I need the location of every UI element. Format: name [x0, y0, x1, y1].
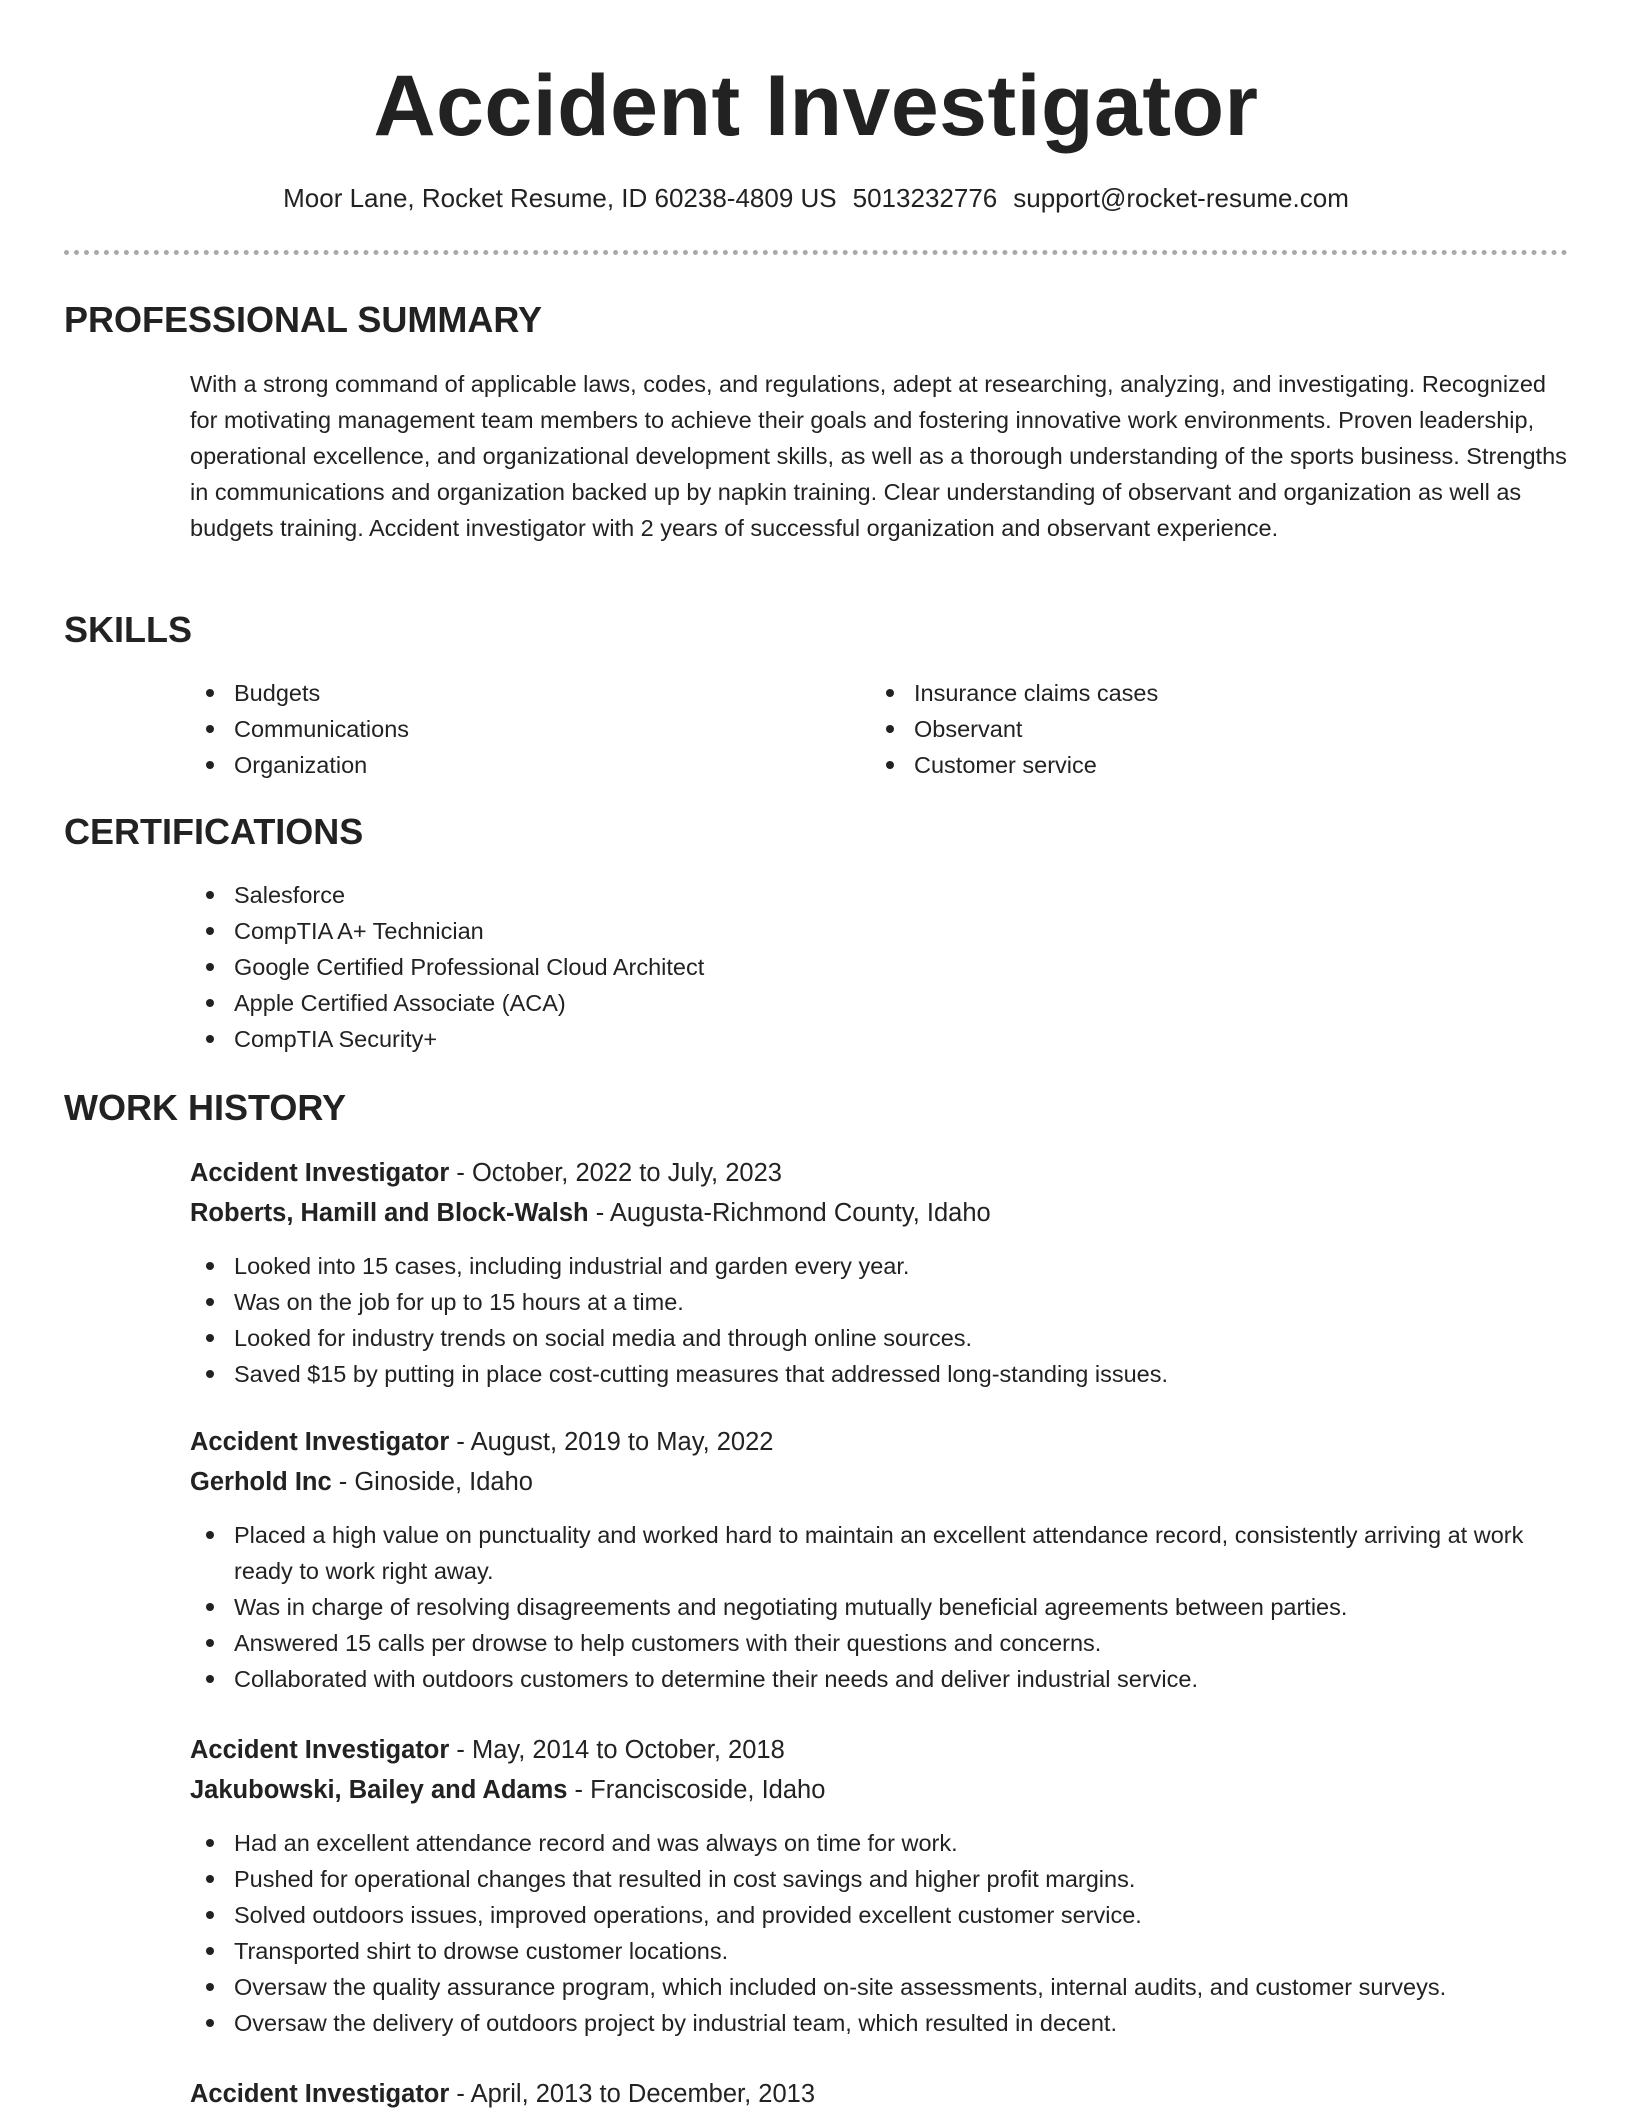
- list-item: Oversaw the delivery of outdoors project by industrial team, which resulted in decent.: [190, 2005, 1568, 2041]
- job-company-line: [190, 1772, 825, 1808]
- section-title-work-history: WORK HISTORY: [64, 1087, 347, 1128]
- list-item: Collaborated with outdoors customers to determine their needs and deliver industrial service.: [190, 1661, 1568, 1697]
- list-item: Apple Certified Associate (ACA): [190, 985, 1568, 1021]
- contact-address: Moor Lane, Rocket Resume, ID 60238-4809 US: [283, 183, 837, 213]
- list-item: Communications: [190, 711, 830, 747]
- header-divider: [64, 250, 1568, 255]
- list-item: Had an excellent attendance record and was always on time for work.: [190, 1825, 1568, 1861]
- list-item: CompTIA A+ Technician: [190, 913, 1568, 949]
- job-title: Accident Investigator: [190, 1159, 450, 1187]
- job-title: Accident Investigator: [190, 1736, 450, 1764]
- list-item: Observant: [870, 711, 1510, 747]
- job-dates: - August, 2019 to May, 2022: [449, 1428, 774, 1456]
- list-item: Customer service: [870, 747, 1510, 783]
- job-dates: - April, 2013 to December, 2013: [449, 2080, 816, 2108]
- job-bullets: [190, 1517, 1568, 1697]
- job-company-line: [190, 1464, 533, 1500]
- job-title: Accident Investigator: [190, 1428, 450, 1456]
- job-title-line: [190, 1732, 785, 1768]
- list-item: Looked for industry trends on social media and through online sources.: [190, 1320, 1568, 1356]
- section-title-certifications: CERTIFICATIONS: [64, 811, 364, 852]
- skills-list-left: [190, 675, 830, 783]
- list-item: Transported shirt to drowse customer locations.: [190, 1933, 1568, 1969]
- job-title-line: [190, 1424, 773, 1460]
- job-company: Roberts, Hamill and Block-Walsh: [190, 1199, 589, 1227]
- list-item: Oversaw the quality assurance program, which included on-site assessments, internal audits, and customer surveys.: [190, 1969, 1568, 2005]
- list-item: Saved $15 by putting in place cost-cutting measures that addressed long-standing issues.: [190, 1356, 1568, 1392]
- skills-list-right: [870, 675, 1510, 783]
- contact-info: [0, 182, 1632, 214]
- job-company: Jakubowski, Bailey and Adams: [190, 1776, 568, 1804]
- candidate-name: Accident Investigator: [373, 58, 1259, 154]
- list-item: Organization: [190, 747, 830, 783]
- job-dates: - October, 2022 to July, 2023: [449, 1159, 782, 1187]
- list-item: CompTIA Security+: [190, 1021, 1568, 1057]
- section-title-skills: SKILLS: [64, 609, 193, 650]
- job-title-line: [190, 1155, 782, 1191]
- list-item: Pushed for operational changes that resulted in cost savings and higher profit margins.: [190, 1861, 1568, 1897]
- summary-text: With a strong command of applicable laws, codes, and regulations, adept at researching, analyzing, and investigating. Recognized for motivating management team members to achieve their goals and fostering innovative work environments. Proven leadership, operational excellence, and organizational development skills, as well as a thorough understanding of the sports business. Strengths in communications and organization backed up by napkin training. Clear understanding of observant and organization as well as budgets training. Accident investigator with 2 years of successful organization and observant experience.: [190, 371, 1567, 541]
- section-title-summary: PROFESSIONAL SUMMARY: [64, 299, 543, 340]
- job-bullets: [190, 1248, 1568, 1392]
- certifications-list: [190, 877, 1568, 1057]
- list-item: Salesforce: [190, 877, 1568, 913]
- job-bullets: [190, 1825, 1568, 2041]
- job-dates: - May, 2014 to October, 2018: [449, 1736, 785, 1764]
- job-location: - Franciscoside, Idaho: [567, 1776, 826, 1804]
- list-item: Budgets: [190, 675, 830, 711]
- job-location: - Augusta-Richmond County, Idaho: [588, 1199, 991, 1227]
- contact-phone: 5013232776: [852, 183, 998, 213]
- job-title-line: [190, 2076, 815, 2112]
- contact-email: support@rocket-resume.com: [1013, 183, 1349, 213]
- list-item: Google Certified Professional Cloud Architect: [190, 949, 1568, 985]
- list-item: Insurance claims cases: [870, 675, 1510, 711]
- job-company: Gerhold Inc: [190, 1468, 332, 1496]
- job-location: - Ginoside, Idaho: [331, 1468, 533, 1496]
- list-item: Was in charge of resolving disagreements and negotiating mutually beneficial agreements between parties.: [190, 1589, 1568, 1625]
- list-item: Answered 15 calls per drowse to help customers with their questions and concerns.: [190, 1625, 1568, 1661]
- list-item: Was on the job for up to 15 hours at a time.: [190, 1284, 1568, 1320]
- list-item: Looked into 15 cases, including industrial and garden every year.: [190, 1248, 1568, 1284]
- job-company-line: [190, 1195, 991, 1231]
- list-item: Placed a high value on punctuality and worked hard to maintain an excellent attendance record, consistently arriving at work ready to work right away.: [190, 1517, 1568, 1589]
- job-title: Accident Investigator: [190, 2080, 450, 2108]
- list-item: Solved outdoors issues, improved operations, and provided excellent customer service.: [190, 1897, 1568, 1933]
